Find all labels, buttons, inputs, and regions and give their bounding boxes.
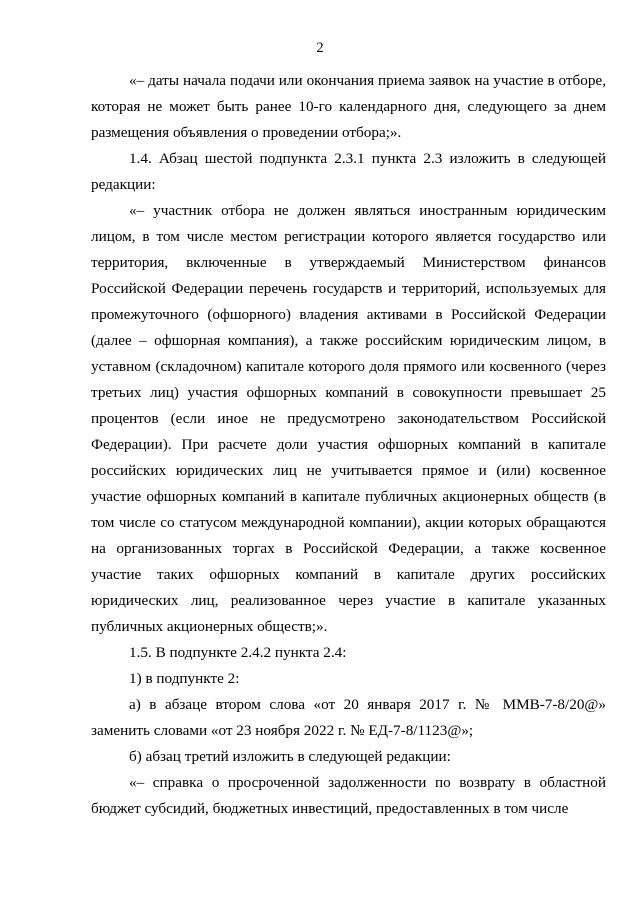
paragraph-offshore-clause: «– участник отбора не должен являться иностранным юридическим лицом, в том числе местом регистрации которого является государство или территория, включенные в утверждаемый Министерством финансов Российской Федерации перечень государств и территорий, используемых для промежуточного (офшорного) владения активами в Российской Федерации (далее – офшорная компания), а также российским юридическим лицом, в уставном (складочном) капитале которого доля прямого или косвенного (через третьих лиц) участия офшорных компаний в совокупности превышает 25 процентов (если иное не предусмотрено законодательством Российской Федерации). При расчете доли участия офшорных компаний в капитале российских юридических лиц не учитывается прямое и (или) косвенное участие офшорных компаний в капитале публичных акционерных обществ (в том числе со статусом международной компании), акции которых обращаются на организованных торгах в Российской Федерации, а также косвенное участие таких офшорных компаний в капитале других российских юридических лиц, реализованное через участие в капитале указанных публичных акционерных обществ;». [91, 202, 606, 635]
paragraph-subitem-1: 1) в подпункте 2: [129, 670, 240, 687]
page-number: 2 [316, 40, 324, 56]
document-body [91, 68, 606, 822]
paragraph-item-1-4: 1.4. Абзац шестой подпункта 2.3.1 пункта 2.3 изложить в следующей редакции: [91, 150, 606, 193]
paragraph-subitem-a: а) в абзаце втором слова «от 20 января 2017 г. № ММВ-7-8/20@» заменить словами «от 23 ноября 2022 г. № ЕД-7-8/1123@»; [91, 696, 606, 739]
paragraph-item-1-5: 1.5. В подпункте 2.4.2 пункта 2.4: [129, 644, 347, 661]
paragraph-debt-certificate: «– справка о просроченной задолженности по возврату в областной бюджет субсидий, бюджетных инвестиций, предоставленных в том числе [91, 774, 606, 817]
paragraph-subitem-b: б) абзац третий изложить в следующей редакции: [129, 748, 451, 765]
paragraph-dates-clause: «– даты начала подачи или окончания приема заявок на участие в отборе, которая не может быть ранее 10-го календарного дня, следующего за днем размещения объявления о проведении отбора;». [91, 72, 606, 141]
